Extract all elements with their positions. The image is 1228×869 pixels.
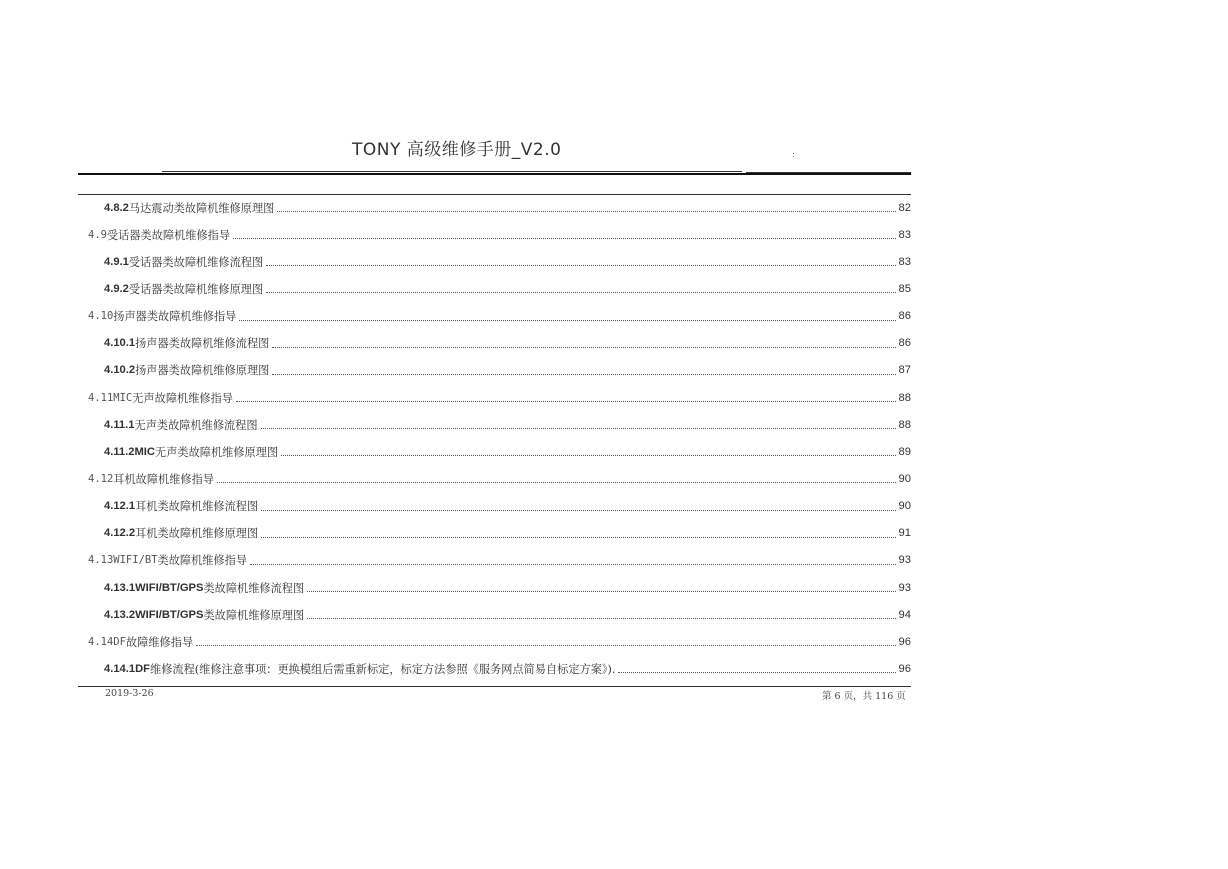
toc-dot-leader — [307, 590, 895, 592]
toc-entry-page: 83 — [898, 255, 911, 268]
toc-entry-number: 4.10 — [88, 310, 114, 323]
toc-entry-page: 91 — [898, 527, 911, 540]
toc-entry-page: 96 — [898, 662, 911, 675]
toc-entry-page: 82 — [898, 201, 911, 214]
toc-entry-title: 耳机故障机维修指导 — [113, 472, 214, 486]
toc-entry[interactable] — [88, 411, 911, 438]
toc-entry-title: 类故障机维修指导 — [157, 554, 248, 568]
toc-entry-title: 耳机类故障机维修流程图 — [135, 500, 259, 514]
toc-entry-page: 94 — [898, 608, 911, 621]
toc-entry-title: 故障维修指导 — [125, 635, 194, 649]
toc-dot-leader — [261, 509, 895, 511]
toc-entry-number: 4.10.2 — [104, 364, 136, 377]
toc-entry[interactable] — [88, 275, 911, 302]
toc-dot-leader — [281, 454, 895, 456]
toc-entry[interactable] — [88, 248, 911, 275]
toc-entry-title: 扬声器类故障机维修流程图 — [135, 337, 270, 351]
toc-entry-number: 4.9.1 — [104, 255, 129, 268]
toc-entry-page: 90 — [898, 472, 911, 485]
toc-entry-page: 93 — [898, 554, 911, 567]
toc-dot-leader — [266, 264, 895, 266]
toc-entry-page: 96 — [898, 635, 911, 648]
toc-dot-leader — [277, 210, 895, 212]
toc-entry-title: 无声类故障机维修原理图 — [155, 445, 279, 459]
toc-entry[interactable] — [88, 357, 911, 384]
toc-entry[interactable] — [88, 520, 911, 547]
toc-dot-leader — [272, 346, 895, 348]
toc-entry-number: 4.10.1 — [104, 337, 136, 350]
toc-entry[interactable] — [88, 384, 911, 411]
toc-entry-number: 4.11.1 — [104, 418, 135, 431]
toc-entry-page: 89 — [898, 445, 911, 458]
toc-entry-title: 无声故障机维修指导 — [132, 391, 233, 405]
toc-entry-title: 扬声器类故障机维修原理图 — [135, 364, 270, 378]
toc-entry-page: 85 — [898, 282, 911, 295]
toc-entry-title: 受话器类故障机维修原理图 — [128, 282, 264, 296]
toc-dot-leader — [266, 291, 895, 293]
toc-dot-leader — [233, 237, 896, 239]
toc-entry-title: 受话器类故障机维修指导 — [106, 228, 231, 242]
toc-entry[interactable] — [88, 628, 911, 655]
toc-entry[interactable] — [88, 194, 911, 221]
toc-entry[interactable] — [88, 493, 911, 520]
toc-entry-page: 86 — [898, 310, 911, 323]
toc-dot-leader — [236, 400, 896, 402]
toc-dot-leader — [250, 563, 895, 565]
footer-page-info: 第 6 页，共 116 页 — [822, 691, 906, 702]
document-title: TONY 高级维修手册_V2.0 — [352, 140, 562, 160]
footer-date: 2019-3-26 — [105, 688, 154, 699]
toc-entry-number: 4.13.1WIFI/BT/GPS — [104, 581, 204, 594]
toc-entry-page: 90 — [898, 500, 911, 513]
table-of-contents — [88, 194, 911, 683]
toc-entry-number: 4.11MIC — [88, 391, 133, 404]
toc-entry-number: 4.9.2 — [104, 282, 129, 295]
toc-entry-title: 受话器类故障机维修流程图 — [128, 255, 264, 269]
toc-entry[interactable] — [88, 330, 911, 357]
toc-entry[interactable] — [88, 438, 911, 465]
toc-entry-title: 无声类故障机维修流程图 — [134, 418, 258, 432]
toc-entry-number: 4.12 — [88, 472, 114, 485]
header-rule-left — [162, 171, 742, 172]
toc-entry-number: 4.13.2WIFI/BT/GPS — [104, 608, 204, 621]
toc-dot-leader — [196, 644, 895, 646]
toc-entry-page: 83 — [898, 228, 911, 241]
toc-entry[interactable] — [88, 601, 911, 628]
toc-dot-leader — [307, 617, 895, 619]
toc-entry-number: 4.12.1 — [104, 500, 136, 513]
toc-entry-title: 扬声器类故障机维修指导 — [113, 310, 237, 324]
toc-entry-number: 4.12.2 — [104, 527, 136, 540]
toc-dot-leader — [261, 427, 896, 429]
toc-entry-page: 87 — [898, 364, 911, 377]
header-mark: : — [792, 150, 796, 160]
footer-rule — [78, 686, 911, 687]
toc-entry-number: 4.8.2 — [104, 201, 129, 214]
toc-dot-leader — [217, 481, 896, 483]
toc-dot-leader — [239, 319, 895, 321]
toc-entry-page: 93 — [898, 581, 911, 594]
toc-entry-title: 类故障机维修流程图 — [203, 581, 305, 595]
toc-dot-leader — [272, 373, 895, 375]
toc-entry-title: 维修流程(维修注意事项：更换模组后需重新标定，标定方法参照《服务网点简易自标定方案》). — [150, 662, 616, 676]
toc-entry-number: 4.13WIFI/BT — [88, 554, 158, 567]
toc-entry[interactable] — [88, 547, 911, 574]
toc-dot-leader — [618, 671, 895, 673]
header-rule-main — [78, 173, 911, 175]
toc-entry-title: 马达震动类故障机维修原理图 — [128, 201, 275, 215]
toc-entry-page: 86 — [898, 337, 911, 350]
toc-entry-page: 88 — [898, 418, 911, 431]
toc-entry[interactable] — [88, 574, 911, 601]
toc-entry-number: 4.11.2MIC — [104, 445, 155, 458]
toc-entry[interactable] — [88, 655, 911, 682]
toc-entry-title: 类故障机维修原理图 — [203, 608, 305, 622]
toc-entry[interactable] — [88, 465, 911, 492]
toc-entry-title: 耳机类故障机维修原理图 — [135, 527, 259, 541]
toc-entry-page: 88 — [898, 391, 911, 404]
toc-entry-number: 4.9 — [88, 228, 107, 241]
toc-entry[interactable] — [88, 303, 911, 330]
toc-entry-number: 4.14DF — [88, 635, 126, 648]
toc-entry-number: 4.14.1DF — [104, 662, 151, 675]
toc-entry[interactable] — [88, 221, 911, 248]
toc-dot-leader — [261, 536, 895, 538]
